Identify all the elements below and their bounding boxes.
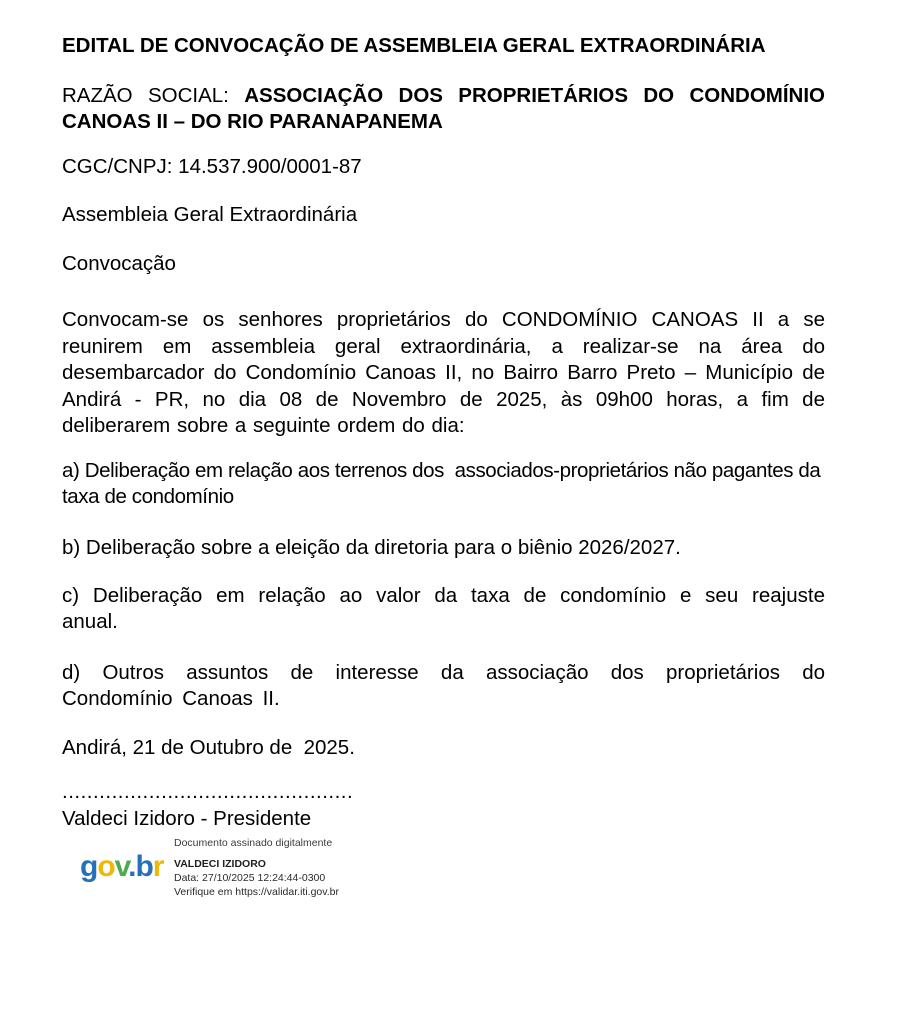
govbr-logo-letter: .b (128, 850, 153, 883)
signature-block (62, 779, 825, 832)
stamp-verify-line: Verifique em https://validar.iti.gov.br (174, 886, 339, 898)
stamp-date-line: Data: 27/10/2025 12:24:44-0300 (174, 872, 326, 884)
convocation-label: Convocação (62, 251, 176, 275)
signature-name-line: Valdeci Izidoro - Presidente (62, 806, 312, 830)
govbr-logo-letter: g (80, 850, 98, 883)
cnpj-line: CGC/CNPJ: 14.537.900/0001-87 (62, 154, 362, 178)
agenda-item-a: a) Deliberação em relação aos terrenos dos associados-proprietários não pagantes da taxa de condomínio (62, 458, 826, 508)
razao-social-value: ASSOCIAÇÃO DOS PROPRIETÁRIOS DO CONDOMÍNIO CANOAS II – DO RIO PARANAPANEMA (62, 83, 825, 133)
razao-social-paragraph (62, 83, 825, 136)
convocation-body-paragraph: Convocam-se os senhores proprietários do CONDOMÍNIO CANOAS II a se reunirem em assembleia geral extraordinária, a realizar-se na área do desembarcador do Condomínio Canoas II, no Bairro Barro Preto – Município de Andirá - PR, no dia 08 de Novembro de 2025, às 09h00 horas, a fim de deliberarem sobre a seguinte ordem do dia: (62, 308, 825, 437)
stamp-header-line: Documento assinado digitalmente (174, 837, 333, 849)
stamp-text-block (174, 836, 339, 899)
govbr-logo-letter: o (97, 850, 115, 883)
closing-date-line: Andirá, 21 de Outubro de 2025. (62, 735, 355, 759)
stamp-signer-name: VALDECI IZIDORO (174, 858, 266, 870)
digital-signature-stamp (80, 836, 825, 899)
agenda-item-c: c) Deliberação em relação ao valor da taxa de condomínio e seu reajuste anual. (62, 583, 825, 633)
meeting-type-line: Assembleia Geral Extraordinária (62, 203, 358, 226)
govbr-logo (80, 852, 170, 882)
govbr-logo-letter: v (114, 850, 129, 883)
agenda-item-d: d) Outros assuntos de interesse da associação dos proprietários do Condomínio Canoas II. (62, 660, 825, 710)
razao-social-label: RAZÃO SOCIAL: (62, 83, 245, 107)
signature-dotted-line: ............................................... (62, 780, 354, 803)
agenda-item-b: b) Deliberação sobre a eleição da diretoria para o biênio 2026/2027. (62, 535, 681, 559)
govbr-logo-letter: r (152, 850, 164, 883)
document-title: EDITAL DE CONVOCAÇÃO DE ASSEMBLEIA GERAL EXTRAORDINÁRIA (62, 34, 766, 57)
